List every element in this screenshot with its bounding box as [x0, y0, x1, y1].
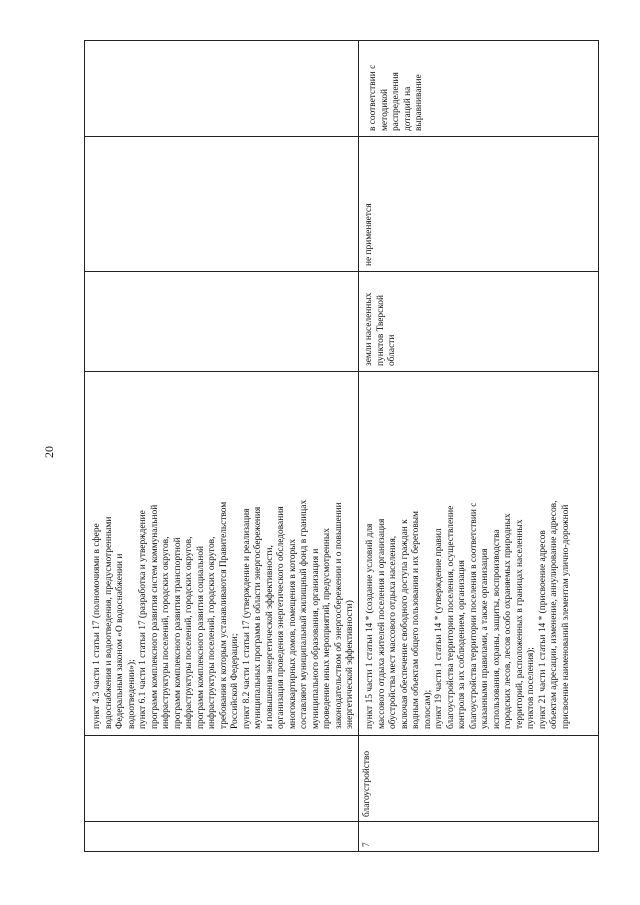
row-2-provisions-line: благоустройства территории поселения в соответствии с	[468, 502, 479, 729]
row-2-provisions-line: обустройства мест массового отдыха населения,	[388, 535, 398, 729]
row-1-distribution-line: распределения	[391, 72, 401, 131]
row-2-name-cell	[358, 735, 600, 821]
row-2-provisions-line: контроля за их соблюдением, организация	[457, 560, 467, 729]
row-1-distribution-line: методикой	[379, 88, 390, 131]
row-1-provisions-line: пункт 4.3 части 1 статьи 17 (полномочиями в сфере	[92, 523, 102, 729]
row-1-provisions-line: программ комплексного развития систем коммунальной	[149, 504, 160, 729]
row-2-provisions-cell	[358, 371, 600, 735]
page-number: 20	[42, 446, 56, 458]
row-2-provisions-line: пункт 19 части 1 статьи 14 * (утверждение правил	[434, 528, 444, 729]
row-1-provisions-line: пункт 8.2 части 1 статьи 17 (утверждение и реализация	[241, 508, 252, 729]
row-2-provisions-line: территорий, расположенных в границах населенных	[514, 519, 525, 729]
row-1-distribution-line: в соответствии с	[368, 64, 378, 131]
row-1-number-cell	[85, 821, 358, 853]
row-2-provisions-line: указанными правилами, а также организация	[480, 548, 490, 729]
row-1-provisions-line: энергетической эффективности)	[345, 600, 355, 729]
row-1-provisions-line: инфраструктуры поселений, городских округов,	[161, 536, 171, 729]
row-1-provisions-line: многоквартирных домов, помещения в которых	[287, 538, 298, 729]
row-1-provisions-line: Российской Федерации;	[230, 633, 240, 729]
row-2-provisions-text	[365, 377, 597, 729]
row-1-provisions-line: муниципальных программ в области энергосбережения	[253, 506, 263, 729]
row-1-provisions-line: программ комплексного развития транспортной	[172, 537, 183, 729]
row-2-provisions-line: пунктов поселения);	[526, 647, 536, 729]
row-1-provisions-line: проведение иных мероприятий, предусмотренных	[322, 528, 332, 729]
row-2-lands-line: земли населенных	[364, 292, 374, 366]
row-1-provisions-line: муниципального образования, организация и	[310, 548, 321, 729]
row-2-provisions-line: включая обеспечение свободного доступа граждан к	[399, 519, 410, 729]
row-1-provisions-line: и повышения энергетической эффективности,	[264, 545, 275, 729]
row-2-lands-text	[364, 274, 404, 366]
row-2-lands-cell	[358, 271, 600, 371]
row-1-distribution-cell	[358, 41, 600, 136]
row-1-provisions-line: Федеральным законом «О водоснабжении и	[115, 553, 125, 729]
row-2-provisions-line: полосам);	[422, 689, 433, 729]
row-2-provisions-line: пункт 21 части 1 статьи 14 * (присвоение адресов	[537, 530, 548, 729]
row-2-provisions-line: пункт 15 части 1 статьи 14 * (создание условий для	[365, 523, 375, 729]
row-2-provisions-line: городских лесов, лесов особо охраняемых природных	[503, 513, 513, 729]
row-1-distribution-line: выравнивание	[414, 74, 424, 131]
row-1-provisions-line: пункт 6.1 части 1 статьи 17 (разработка и утверждение	[138, 510, 148, 729]
row-1-provisions-line: организация проведения энергетического обследования	[276, 506, 286, 729]
row-2-lands-line: пунктов Тверской	[375, 294, 386, 366]
row-2-provisions-line: объектам адресации, изменение, аннулирование адресов,	[549, 500, 559, 729]
row-2-lands-line: области	[387, 334, 397, 366]
row-2-name: благоустройство	[362, 750, 372, 817]
row-1-provisions-line: инфраструктуры поселений, городских округов,	[184, 536, 194, 729]
row-2-provisions-line: благоустройства территории поселения, осуществление	[445, 505, 456, 729]
row-2-provisions-line: присвоение наименований элементам улично-дорожной	[560, 504, 571, 729]
row-1-provisions-line: водоотведении»);	[126, 659, 137, 729]
row-1-provisions-line: инфраструктуры поселений, городских округов,	[207, 536, 217, 729]
row-1-provisions-line: программ комплексного развития социальной	[195, 545, 206, 729]
row-1-provisions-cell	[85, 371, 358, 735]
row-2-number: 7	[362, 842, 372, 847]
row-1-provisions-line: требования к которым устанавливаются Правительством	[218, 501, 229, 729]
row-2-application-cell	[358, 136, 600, 271]
row-1-distribution-line: дотаций на	[402, 86, 413, 131]
row-1-provisions-line: водоснабжения и водоотведения, предусмотренными	[103, 516, 114, 729]
row-2-number-cell	[358, 821, 600, 853]
row-1-distribution-text	[368, 45, 438, 131]
row-2-provisions-line: массового отдыха жителей поселения и организация	[376, 518, 387, 729]
row-2-provisions-line: использования, охраны, защиты, воспроизводства	[491, 529, 502, 729]
row-2-provisions-line: водным объектам общего пользования и их береговым	[411, 511, 421, 729]
row-2-application: не применяется	[364, 203, 374, 266]
row-1-provisions-line: законодательством об энергосбережении и о повышении	[333, 502, 344, 729]
row-1-provisions-line: составляют муниципальный жилищный фонд в границах	[299, 499, 309, 729]
row-1-provisions-text	[92, 377, 356, 729]
distribution-table	[84, 40, 599, 852]
